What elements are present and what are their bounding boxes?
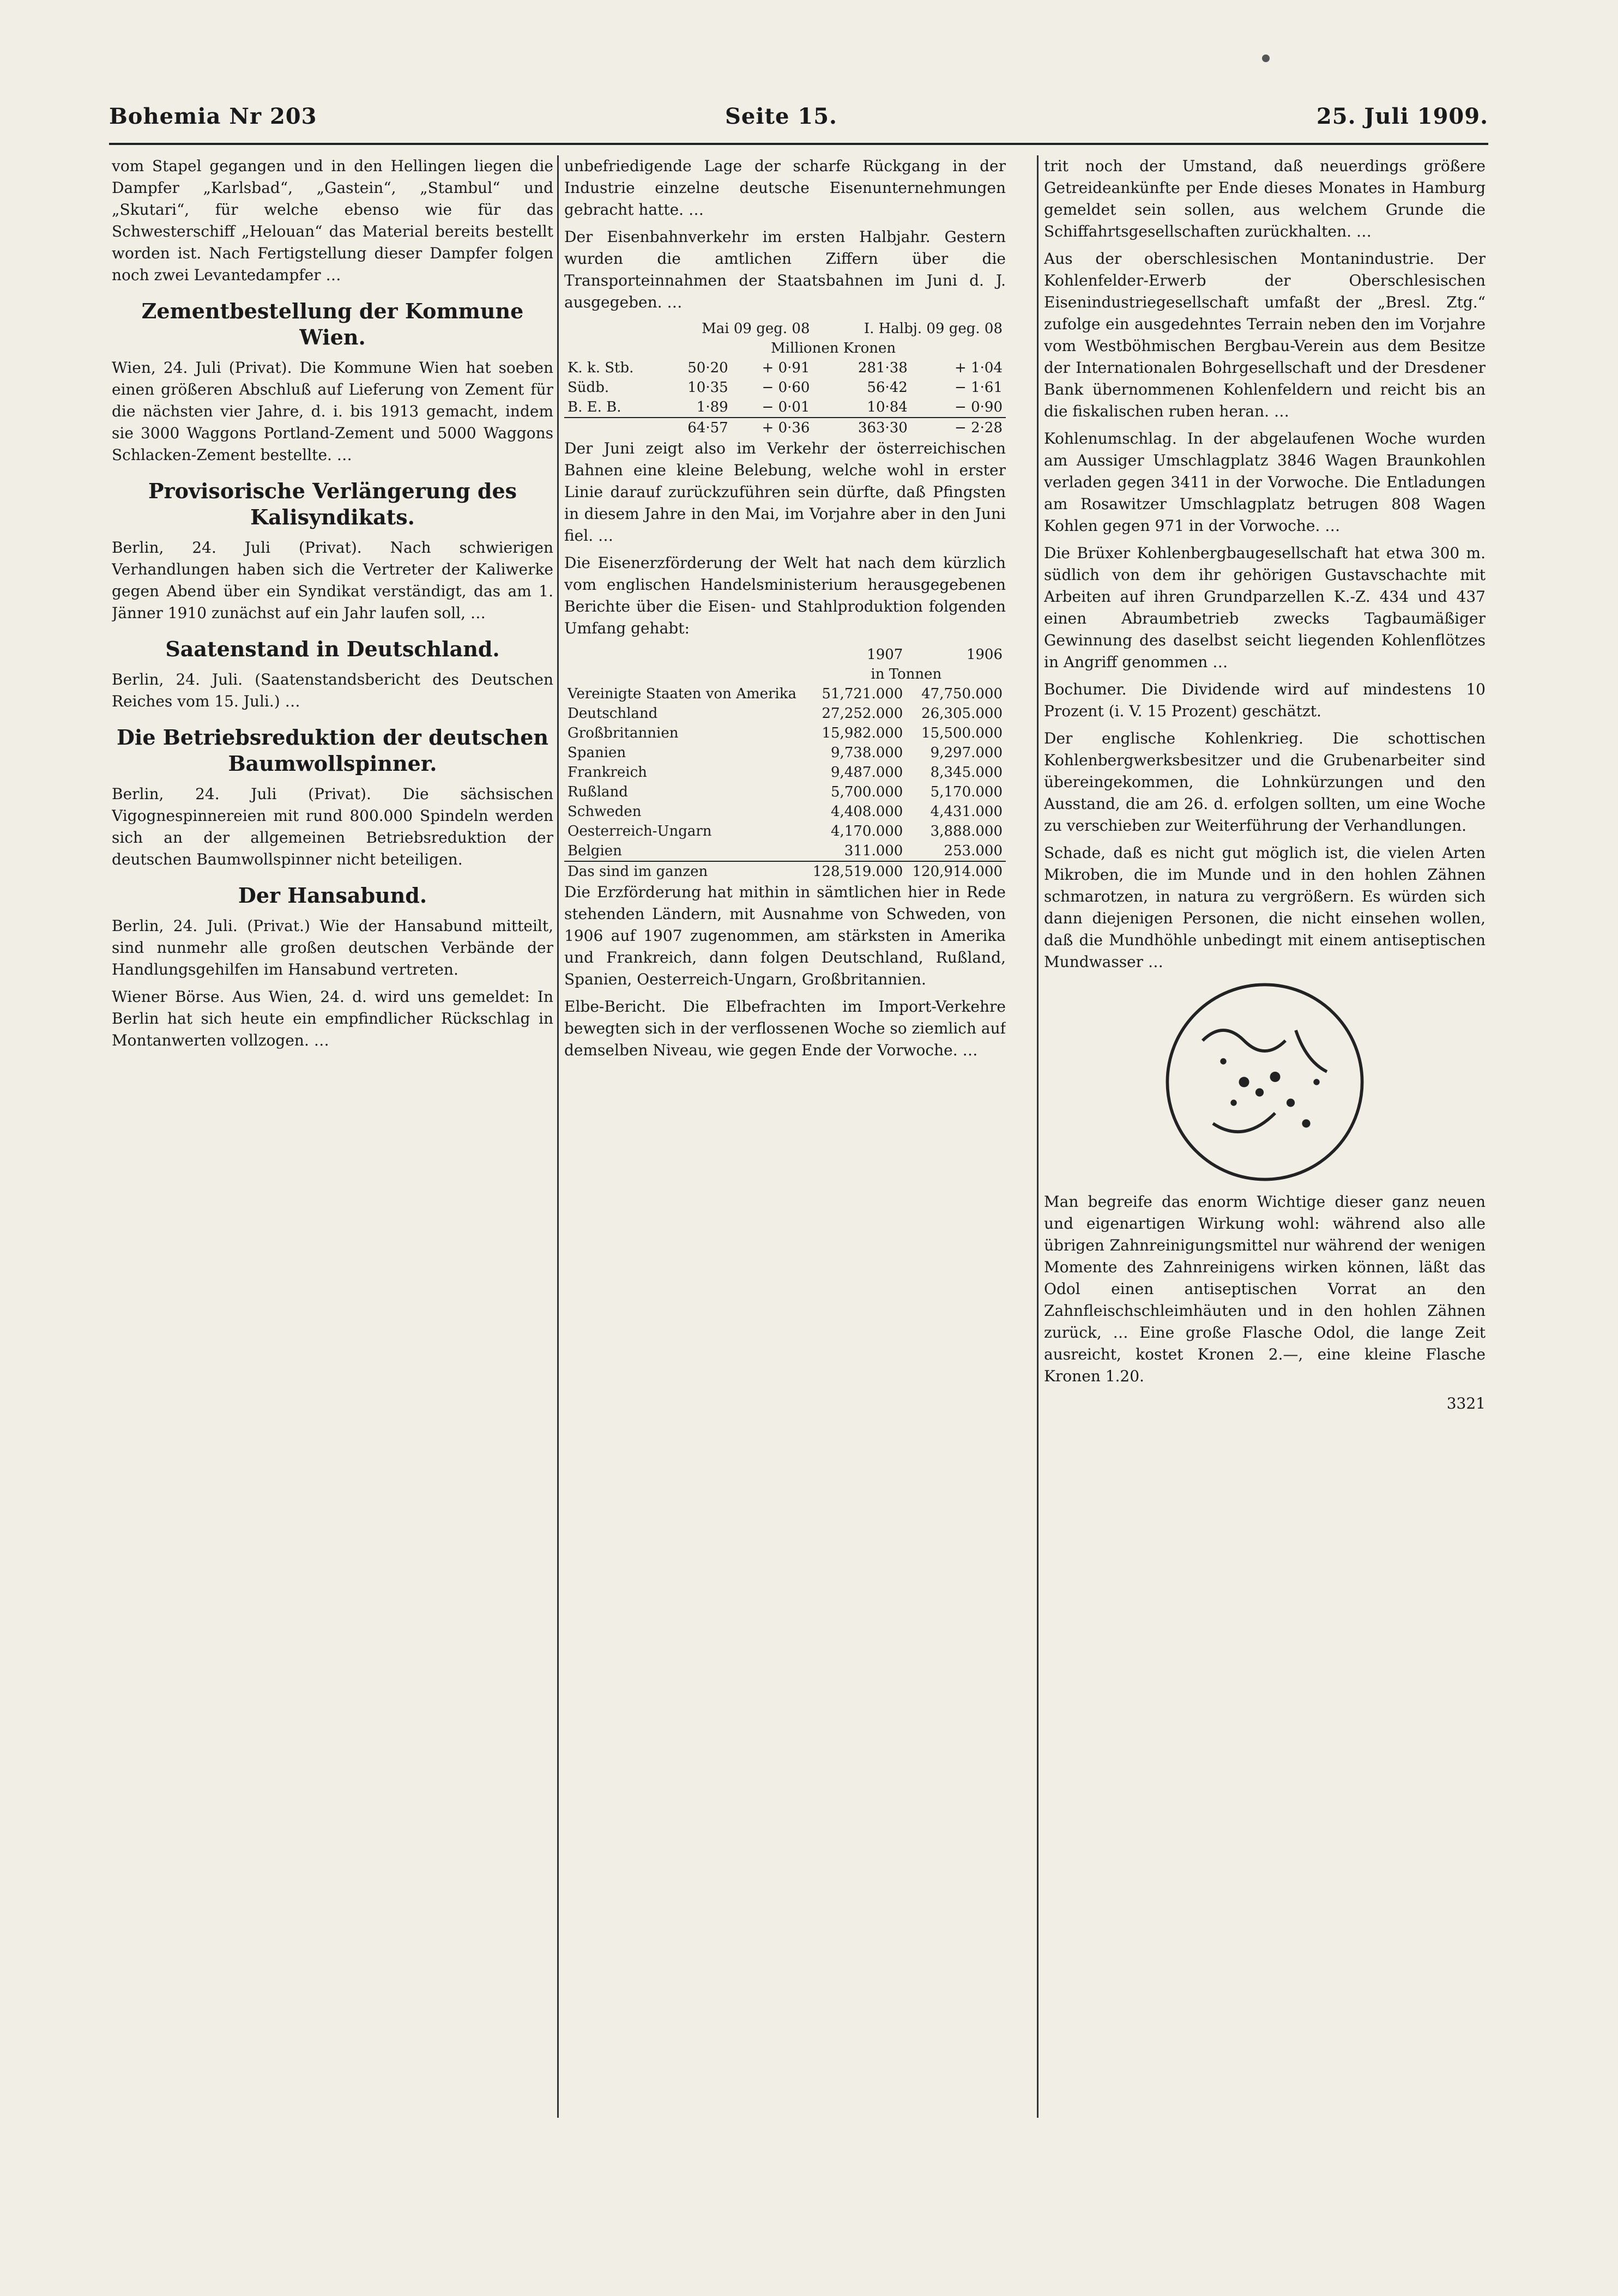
heading-zement: Zementbestellung der Kommune Wien. [141, 299, 524, 349]
table-row [564, 841, 1006, 861]
table-row [564, 358, 1006, 378]
article-saaten: Berlin, 24. Juli. (Saatenstandsbericht des Deutschen Reiches vom 15. Juli.) … [112, 670, 553, 710]
article-eisenbahn: Der Eisenbahnverkehr im ersten Halbjahr. Gestern wurden die amtlichen Ziffern über die Transporteinnahmen der Staatsbahnen im Juni d. J. ausgegeben. … [564, 228, 1006, 311]
cell: Rußland [567, 784, 628, 800]
cell: + 1·04 [955, 360, 1003, 376]
article-kohlenkrieg: Der englische Kohlenkrieg. Die schottischen Kohlenbergwerksbesitzer und die Grubenarbeiter sind übereingekommen, die Lohnkürzungen und den Ausstand, die am 26. d. erfolgen sollten, um eine Woche zu verschieben zur Weiterführung der Verhandlungen. [1044, 729, 1486, 835]
page-header [109, 104, 1488, 136]
rail-th-1: Mai 09 geg. 08 [702, 321, 810, 337]
cell: Schweden [567, 803, 642, 820]
cell: 128,519.000 [812, 863, 903, 880]
table-total-row [564, 861, 1006, 881]
ore-table [564, 645, 1006, 881]
advert-odol-text-1: Schade, daß es nicht gut möglich ist, die vielen Arten Mikroben, die im Munde und in den hohlen Zähnen schmarotzen, in natura zu vergrößern. Es würden sich dann diejenigen Personen, die nicht einsehen wollen, daß die Mundhöhle unbedingt mit einem antiseptischen Mundwasser … [1044, 844, 1486, 971]
article-betrieb: Berlin, 24. Juli (Privat). Die sächsischen Vigognespinnereien mit rund 800.000 Spindeln werden sich an der allgemeinen Betriebsreduktion der deutschen Baumwollspinner nicht beteiligen. [112, 785, 553, 868]
cell: 47,750.000 [921, 686, 1003, 702]
cell: Südb. [567, 379, 609, 396]
header-page-number: Seite 15. [725, 104, 837, 129]
ore-unit: in Tonnen [871, 666, 942, 682]
cell: 4,170.000 [831, 823, 903, 839]
article-erzfoerderung-2: Die Erzförderung hat mithin in sämtlichen hier in Rede stehenden Ländern, mit Ausnahme von Schweden, von 1906 auf 1907 zugenommen, am stärksten in Amerika und Frankreich, dann folgen Deutschland, Rußland, Spanien, Oesterreich-Ungarn, Großbritannien. [564, 883, 1006, 988]
advert-code: 3321 [1446, 1394, 1486, 1412]
cell: 9,487.000 [831, 764, 903, 781]
cell: 8,345.000 [930, 764, 1003, 781]
cell: 5,700.000 [831, 784, 903, 800]
cell: 64·57 [687, 420, 728, 436]
header-issue: Bohemia Nr 203 [109, 104, 317, 129]
header-date: 25. Juli 1909. [1316, 104, 1488, 129]
cell: 27,252.000 [822, 705, 903, 722]
cell: 51,721.000 [822, 686, 903, 702]
cell: − 2·28 [955, 420, 1003, 436]
ore-year-1907: 1907 [867, 646, 903, 663]
cell: 15,982.000 [822, 725, 903, 741]
rail-subheader: Millionen Kronen [771, 340, 896, 357]
cell: Belgien [567, 843, 622, 859]
cell: 10·35 [687, 379, 728, 396]
column-rule-1 [557, 155, 559, 2118]
cell: 281·38 [858, 360, 908, 376]
cell: Spanien [567, 745, 626, 761]
cell: + 0·91 [762, 360, 810, 376]
article-industrie: unbefriedigende Lage der scharfe Rückgang in der Industrie einzelne deutsche Eisenunternehmungen gebracht hatte. … [564, 157, 1006, 219]
cell: 9,297.000 [930, 745, 1003, 761]
table-row [564, 821, 1006, 841]
scan-dot [1262, 55, 1270, 62]
column-3 [1044, 155, 1486, 1415]
article-kohlenumschlag: Kohlenumschlag. In der abgelaufenen Woche wurden am Aussiger Umschlagplatz 3846 Wagen Braunkohlen verladen gegen 3411 in der Vorwoche. Die Entladungen am Rosawitzer Umschlagplatz betrugen 808 Wagen Kohlen gegen 971 in der Vorwoche. … [1044, 430, 1486, 535]
cell: 10·84 [867, 399, 908, 415]
cell: Großbritannien [567, 725, 679, 741]
table-row [564, 704, 1006, 723]
article-zement: Wien, 24. Juli (Privat). Die Kommune Wien hat soeben einen größeren Abschluß auf Lieferung von Zement für die nächsten vier Jahre, d. i. bis 1913 gemacht, indem sie 3000 Waggons Portland-Zement und 5000 Waggons Schlacken-Zement bestellte. … [112, 359, 553, 464]
cell: Das sind im ganzen [567, 863, 708, 880]
cell: 311.000 [844, 843, 903, 859]
rail-th-2: I. Halbj. 09 geg. 08 [864, 321, 1003, 337]
microbe-illustration [1161, 978, 1368, 1186]
article-kali: Berlin, 24. Juli (Privat). Nach schwierigen Verhandlungen haben sich die Vertreter der Kaliwerke gegen Abend über ein Syndikat verständigt, das am 1. Jänner 1910 zunächst auf ein Jahr laufen soll, … [112, 539, 553, 622]
cell: B. E. B. [567, 399, 621, 415]
heading-betrieb: Die Betriebsreduktion der deutschen Baumwollspinner. [116, 725, 549, 776]
column-2 [564, 155, 1006, 1067]
cell: Frankreich [567, 764, 647, 781]
cell: Vereinigte Staaten von Amerika [567, 686, 796, 702]
column-1 [112, 155, 553, 1057]
article-juni: Der Juni zeigt also im Verkehr der österreichischen Bahnen eine kleine Belebung, welche wohl in erster Linie darauf zurückzuführen sein dürfte, daß Pfingsten in diesem Jahre in den Mai, im Vorjahre aber in den Juni fiel. … [564, 439, 1006, 545]
article-brux: Die Brüxer Kohlenbergbaugesellschaft hat etwa 300 m. südlich von dem ihr gehörigen Gustavschachte mit Arbeiten auf ihren Grundparzellen K.-Z. 434 und 437 einen Abraumbetrieb zwecks Tagbaumäßiger Gewinnung des daselbst seicht liegenden Kohlenflötzes in Angriff genommen … [1044, 544, 1486, 671]
article-stapel: vom Stapel gegangen und in den Hellingen liegen die Dampfer „Karlsbad“, „Gastein“, „Stambul“ und „Skutari“, für welche ebenso wie für das Schwesterschiff „Helouan“ das Material bereits bestellt worden ist. Nach Fertigstellung dieser Dampfer folgen noch zwei Levantedampfer … [112, 157, 553, 284]
article-elbe: Elbe-Bericht. Die Elbefrachten im Import-Verkehre bewegten sich in der verflossenen Woche so ziemlich auf demselben Niveau, wie gegen Ende der Vorwoche. … [564, 998, 1006, 1059]
cell: 3,888.000 [930, 823, 1003, 839]
cell: 253.000 [944, 843, 1003, 859]
heading-saaten: Saatenstand in Deutschland. [165, 637, 500, 661]
cell: − 0·90 [955, 399, 1003, 415]
cell: 363·30 [858, 420, 908, 436]
article-getreide: trit noch der Umstand, daß neuerdings größere Getreideankünfte per Ende dieses Monates in Hamburg gemeldet sein sollen, aus welchem Grunde die Schiffahrtsgesellschaften zurückhalten. … [1044, 157, 1486, 240]
rail-table [564, 319, 1006, 438]
ore-year-1906: 1906 [966, 646, 1003, 663]
rail-th-0 [564, 319, 661, 339]
article-bochumer: Bochumer. Die Dividende wird auf mindestens 10 Prozent (i. V. 15 Prozent) geschätzt. [1044, 680, 1486, 720]
cell: − 1·61 [955, 379, 1003, 396]
cell: 4,408.000 [831, 803, 903, 820]
cell: Oesterreich-Ungarn [567, 823, 712, 839]
table-row [564, 763, 1006, 782]
cell: 1·89 [696, 399, 728, 415]
heading-kali: Provisorische Verlängerung des Kalisyndikats. [148, 479, 517, 529]
table-row [564, 397, 1006, 418]
article-erzfoerderung: Die Eisenerzförderung der Welt hat nach dem kürzlich vom englischen Handelsministerium herausgegebenen Berichte über die Eisen- und Stahlproduktion folgenden Umfang gehabt: [564, 554, 1006, 637]
cell: + 0·36 [762, 420, 810, 436]
cell: 50·20 [687, 360, 728, 376]
table-row [564, 802, 1006, 821]
cell: 5,170.000 [930, 784, 1003, 800]
advert-odol-text-2: Man begreife das enorm Wichtige dieser ganz neuen und eigenartigen Wirkung wohl: während also alle übrigen Zahnreinigungsmittel nur während der wenigen Momente des Zahnreinigens wirken können, läßt das Odol einen antiseptischen Vorrat an den Zahnfleischschleimhäuten und in den hohlen Zähnen zurück, … Eine große Flasche Odol, die lange Zeit ausreicht, kostet Kronen 2.—, eine kleine Flasche Kronen 1.20. [1044, 1193, 1486, 1385]
cell: 9,738.000 [831, 745, 903, 761]
header-rule [109, 143, 1488, 145]
table-row [564, 782, 1006, 802]
cell: Deutschland [567, 705, 658, 722]
cell: 26,305.000 [921, 705, 1003, 722]
table-row [564, 723, 1006, 743]
cell: 120,914.000 [912, 863, 1003, 880]
cell: K. k. Stb. [567, 360, 634, 376]
article-montan: Aus der oberschlesischen Montanindustrie. Der Kohlenfelder-Erwerb der Oberschlesischen Eisenindustriegesellschaft umfaßt der „Bresl. Ztg.“ zufolge ein ausgedehntes Terrain neben den im Vorjahre vom Westböhmischen Bergbau-Verein aus dem Besitze der Internationalen Bohrgesellschaft und der Dresdener Bank übernommenen Kohlenfeldern und reicht bis an die fiskalischen ruben heran. … [1044, 250, 1486, 420]
column-rule-2 [1037, 155, 1039, 2118]
article-boerse: Wiener Börse. Aus Wien, 24. d. wird uns gemeldet: In Berlin hat sich heute ein empfindlicher Rückschlag in Montanwerten vollzogen. … [112, 988, 553, 1049]
cell: 15,500.000 [921, 725, 1003, 741]
cell: 56·42 [867, 379, 908, 396]
table-row [564, 743, 1006, 763]
heading-hansa: Der Hansabund. [238, 883, 427, 908]
table-total-row [564, 418, 1006, 438]
table-row [564, 684, 1006, 704]
cell [564, 418, 661, 438]
table-row [564, 378, 1006, 397]
cell: 4,431.000 [930, 803, 1003, 820]
article-hansa: Berlin, 24. Juli. (Privat.) Wie der Hansabund mitteilt, sind nunmehr alle großen deutschen Verbände der Handlungsgehilfen im Hansabund vertreten. [112, 917, 553, 978]
cell: − 0·60 [762, 379, 810, 396]
cell: − 0·01 [762, 399, 810, 415]
